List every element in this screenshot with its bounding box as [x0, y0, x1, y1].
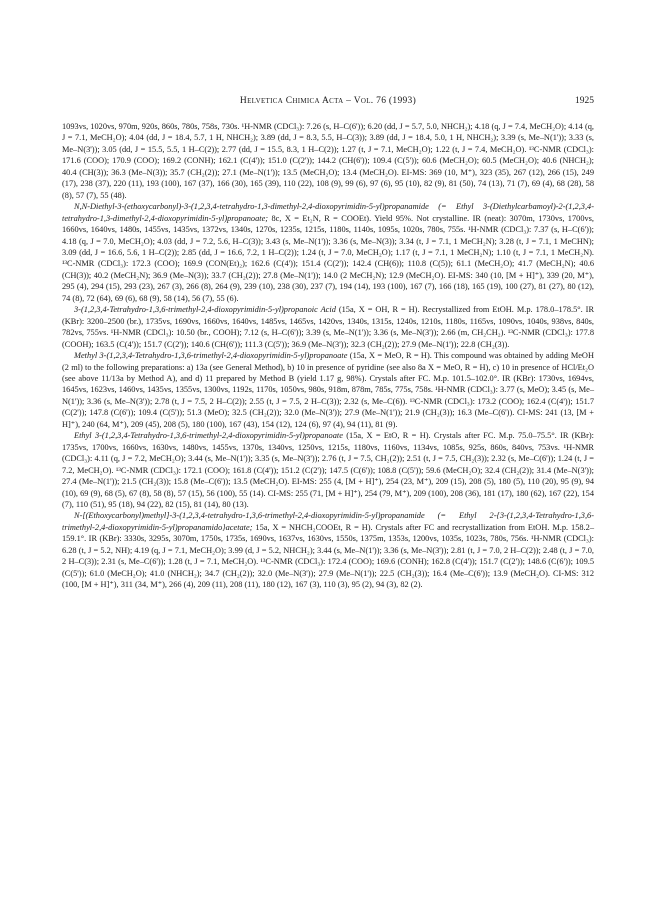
- compound-8c-paragraph: [62, 201, 594, 304]
- compound-15a-methyl-paragraph: [62, 350, 594, 430]
- compound-15a-ethyl-paragraph: [62, 430, 594, 510]
- compound-name: N,N-Diethyl-3-(ethoxycarbonyl)-3-(1,2,3,4-tetrahydro-1,3-dimethyl-2,4-dioxopyrimidin-5-yl)propanamide (= Ethyl 3-(Diethylcarbamoyl)-2-(1,2,3,4-tetrahydro-1,3-dimethyl-2,4-dioxopyrimidin-5-yl)propanoate;: [62, 202, 594, 223]
- paragraph-text: (15a, X = OH, R = H). Recrystallized from EtOH. M.p. 178.0–178.5°. IR (KBr): 3200–2500 (br.), 1735vs, 1690vs, 1660vs, 1640vs, 1485vs, 1465vs, 1420vs, 1340s, 1315s, 1240s, 1210s, 1180s, 1165vs, 1090vs, 1040s, 938vs, 840s, 782vs, 755vs. ¹H-NMR (CDCl₃): 10.50 (br., COOH); 7.12 (s, H–C(6')); 3.39 (s, Me–N(1')); 3.36 (s, Me–N(3')); 2.66 (m, CH₂CH₂). ¹³C-NMR (CDCl₃): 177.8 (COOH); 163.5 (C(4')); 151.7 (C(2')); 140.6 (CH(6')); 111.3 (C(5')); 36.9 (Me–N(3')); 32.3 (CH₂(2)); 27.9 (Me–N(1')); 22.8 (CH₂(3)).: [62, 305, 595, 349]
- running-header: [62, 96, 594, 110]
- article-body: [62, 121, 594, 591]
- journal-title: Helvetica Chimica Acta – Vol. 76 (1993): [239, 96, 417, 106]
- paragraph-text: 1093vs, 1020vs, 970m, 920s, 860s, 780s, 758s, 730s. ¹H-NMR (CDCl₃): 7.26 (s, H–C(6')); 6.20 (dd, J = 5.7, 5.0, NHCH₂); 4.18 (q, J = 7.4, MeCH₂O); 4.14 (q, J = 7.1, MeCH₂O); 4.04 (dd, J = 18.4, 5.7, 1 H, NHCH₂); 3.89 (dd, J = 8.3, 5.5, H–C(3)); 3.89 (dd, J = 18.4, 5.0, 1 H, NHCH₂); 3.39 (s, Me–N(1')); 3.33 (s, Me–N(3')); 3.05 (dd, J = 15.5, 5.5, 1 H–C(2)); 2.77 (dd, J = 15.5, 8.3, 1 H–C(2)); 1.27 (t, J = 7.1, MeCH₂O); 1.22 (t, J = 7.4, MeCH₂O). ¹³C-NMR (CDCl₃): 171.6 (COO); 170.9 (COO); 169.2 (CONH); 162.1 (C(4')); 151.0 (C(2')); 144.2 (CH(6')); 109.4 (C(5')); 60.6 (MeCH₂O); 60.5 (MeCH₂O); 40.6 (NHCH₂); 40.4 (CH(3)); 36.3 (Me–N(3)); 35.7 (CH₂(2)); 27.1 (Me–N(1')); 13.5 (MeCH₂O); 13.4 (MeCH₂O). EI-MS: 369 (10, M⁺), 323 (35), 267 (12), 266 (15), 249 (17), 238 (37), 220 (11), 193 (100), 167 (37), 166 (30), 165 (39), 110 (22), 108 (9), 99 (6), 97 (6), 95 (10), 82 (9), 81 (50), 74 (13), 71 (7), 69 (4), 68 (28), 58 (8), 57 (7), 55 (48).: [62, 122, 594, 200]
- compound-name: N-[(Ethoxycarbonyl)methyl]-3-(1,2,3,4-tetrahydro-1,3,6-trimethyl-2,4-dioxopyrimidin-5-yl)propanamide (= Ethyl 2-{3-(1,2,3,4-Tetrahydro-1,3,6-trimethyl-2,4-dioxopyrimidin-5-yl)propanamido}acetate;: [62, 511, 594, 532]
- paragraph-continuation: [62, 121, 594, 201]
- page-number: 1925: [575, 96, 594, 106]
- paragraph-text: 15a, X = NHCH₂COOEt, R = H). Crystals after FC and recrystallization from EtOH. M.p. 158.2–159.1°. IR (KBr): 3330s, 3295s, 3070m, 1750s, 1735s, 1690vs, 1637vs, 1630vs, 1550s, 1375m, 1353s, 1200vs, 1035s, 1023s, 780s, 756s. ¹H-NMR (CDCl₃): 6.28 (t, J = 5.2, NH); 4.19 (q, J = 7.1, MeCH₂O); 3.99 (d, J = 5.2, NHCH₂); 3.44 (s, Me–N(1')); 3.36 (s, Me–N(3')); 2.81 (t, J = 7.0, 2 H–C(2)); 2.48 (t, J = 7.0, 2 H–C(3)); 2.31 (s, Me–C(6')); 1.28 (t, J = 7.1, MeCH₂O). ¹³C-NMR (CDCl₃): 172.4 (COO); 169.6 (CONH); 162.8 (C(4')); 151.7 (C(2')); 148.6 (C(6')); 109.5 (C(5')); 61.0 (MeCH₂O); 41.0 (NHCH₂); 34.7 (CH₂(2)); 32.0 (Me–N(3')); 27.9 (Me–N(1')); 22.5 (CH₂(3)); 16.4 (Me–C(6')); 13.9 (MeCH₂O). CI-MS: 312 (100, [M + H]⁺), 311 (34, M⁺), 266 (4), 209 (11), 208 (11), 180 (12), 167 (3), 110 (3), 95 (2), 94 (3), 82 (2).: [62, 522, 594, 590]
- compound-name: 3-(1,2,3,4-Tetrahydro-1,3,6-trimethyl-2,4-dioxopyrimidin-5-yl)propanoic Acid: [74, 305, 336, 315]
- compound-name: Methyl 3-(1,2,3,4-Tetrahydro-1,3,6-trimethyl-2,4-dioxopyrimidin-5-yl)propanoate: [74, 351, 348, 361]
- paragraph-text: 8c, X = Et₂N, R = COOEt). Yield 95%. Not crystalline. IR (neat): 3070m, 1730vs, 1700vs, 1660vs, 1640vs, 1480s, 1455vs, 1435vs, 1372vs, 1340s, 1270s, 1235s, 1215s, 1180s, 1140s, 1095s, 1020s, 780s, 755s. ¹H-NMR (CDCl₃): 7.37 (s, H–C(6')); 4.18 (q, J = 7.0, MeCH₂O); 4.03 (dd, J = 7.2, 5.6, H–C(3)); 3.43 (s, Me–N(1')); 3.36 (s, Me–N(3)); 3.34 (t, J = 7.1, 1 MeCH₂N); 3.28 (t, J = 7.1, 1 MeCHN); 3.09 (dd, J = 16.6, 5.6, 1 H–C(2)); 2.85 (dd, J = 16.6, 7.2, 1 H–C(2)); 1.24 (t, J = 7.0, MeCH₂O); 1.17 (t, J = 7.1, 1 MeCH₂N); 1.10 (t, J = 7.1, 1 MeCH₂N). ¹³C-NMR (CDCl₃): 172.3 (COO); 169.9 (CON(Et)₂); 162.6 (C(4')); 151.4 (C(2')); 142.4 (CH(6)); 110.8 (C(5)); 61.1 (MeCH₂O); 41.7 (MeCH₂N); 40.6 (CH(3)); 40.2 (MeCH₂N); 36.9 (Me–N(3)); 33.7 (CH₂(2)); 27.8 (Me–N(1')); 14.0 (2 MeCH₂N); 12.9 (MeCH₂O). EI-MS: 340 (10, [M + H]⁺), 339 (20, M⁺), 295 (4), 294 (15), 293 (23), 267 (3), 266 (8), 264 (9), 239 (10), 238 (30), 237 (7), 194 (14), 193 (100), 167 (7), 166 (18), 165 (19), 100 (27), 81 (27), 80 (12), 74 (8), 72 (64), 69 (6), 68 (9), 58 (14), 56 (7), 55 (6).: [62, 213, 594, 303]
- compound-15a-acid-paragraph: [62, 304, 594, 350]
- compound-name: Ethyl 3-(1,2,3,4-Tetrahydro-1,3,6-trimethyl-2,4-dioxopyrimidin-5-yl)propanoate: [74, 431, 343, 441]
- paragraph-text: (15a, X = MeO, R = H). This compound was obtained by adding MeOH (2 ml) to the following preparations: a) 13a (see General Method), b) 10 in presence of pyridine (see also 8a X = MeO, R = H), c) 10 in presence of HCl/Et₂O (see above 11/13a by Method A), and d) 11 prepared by Method B (yield 1.17 g, 98%). Crystals after FC. M.p. 101.5–102.0°. IR (KBr): 1730vs, 1694vs, 1645vs, 1623vs, 1460vs, 1435vs, 1355vs, 1300vs, 1192s, 1170s, 1050vs, 980s, 918m, 878m, 785s, 775s, 758s. ¹H-NMR (CDCl₃): 3.77 (s, MeO); 3.45 (s, Me–N(1')); 3.36 (s, Me–N(3')); 2.78 (t, J = 7.5, 2 H–C(2)); 2.55 (t, J = 7.5, 2 H–C(3)); 2.32 (s, Me–C(6)). ¹³C-NMR (CDCl₃): 173.2 (COO); 162.4 (C(4')); 151.7 (C(2')); 147.8 (C(6')); 109.4 (C(5')); 51.3 (MeO); 32.5 (CH₂(2)); 32.0 (Me–N(3')); 27.9 (Me–N(1')); 21.9 (CH₂(3)); 16.3 (Me–C(6')). CI-MS: 241 (13, [M + H]⁺), 240 (64, M⁺), 209 (45), 208 (5), 180 (100), 167 (43), 154 (12), 124 (6), 97 (4), 94 (11), 81 (9).: [62, 351, 594, 429]
- compound-15a-amide-paragraph: [62, 510, 594, 590]
- paragraph-text: (15a, X = EtO, R = H). Crystals after FC. M.p. 75.0–75.5°. IR (KBr): 1735vs, 1700vs, 1660vs, 1630vs, 1480vs, 1455vs, 1370s, 1340vs, 1250vs, 1215s, 1180vs, 1160vs, 1134vs, 1085s, 925s, 860s, 840vs, 753vs. ¹H-NMR (CDCl₃): 4.11 (q, J = 7.2, MeCH₂O); 3.44 (s, Me–N(1')); 3.35 (s, Me–N(3')); 2.76 (t, J = 7.5, CH₂(2)); 2.51 (t, J = 7.5, CH₂(3)); 2.32 (s, Me–C(6')); 1.24 (t, J = 7.2, MeCH₂O). ¹³C-NMR (CDCl₃): 172.1 (COO); 161.8 (C(4')); 151.2 (C(2')); 147.5 (C(6')); 108.8 (C(5')); 59.6 (MeCH₂O); 32.4 (CH₂(2)); 31.4 (Me–N(3')); 27.4 (Me–N(1')); 21.5 (CH₂(3)); 15.8 (Me–C(6')); 13.5 (MeCH₂O). EI-MS: 255 (4, [M + H]⁺), 254 (23, M⁺), 209 (15), 208 (5), 180 (5), 110 (20), 95 (9), 94 (10), 69 (9), 68 (5), 67 (8), 58 (8), 57 (15), 56 (100), 55 (14). CI-MS: 255 (71, [M + H]⁺), 254 (79, M⁺), 209 (100), 208 (36), 181 (17), 180 (62), 167 (22), 154 (7), 110 (51), 95 (18), 94 (22), 82 (15), 81 (14), 80 (13).: [62, 431, 594, 509]
